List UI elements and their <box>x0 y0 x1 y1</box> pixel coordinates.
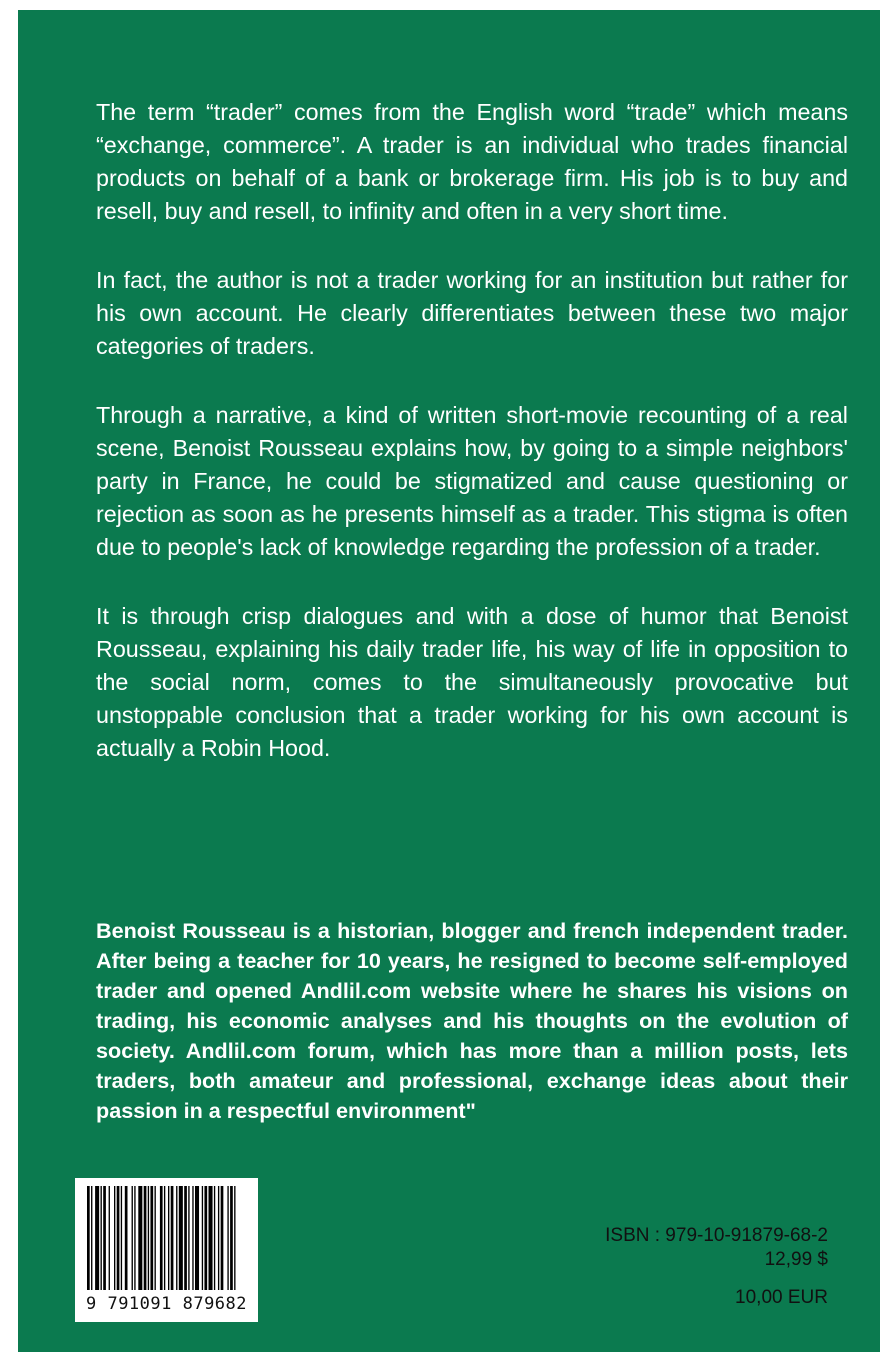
blurb-paragraph-1: The term “trader” comes from the English word “trade” which means “exchange, commerce”. A trader is an individual who trades financial products on behalf of a bank or brokerage firm. His job is to buy and resell, buy and resell, to infinity and often in a very short time. <box>96 99 848 224</box>
barcode-bar <box>101 1186 102 1290</box>
barcode-bar <box>179 1186 183 1290</box>
barcode-bar <box>134 1186 135 1290</box>
barcode-bar <box>144 1186 147 1290</box>
barcode-bar <box>91 1186 92 1290</box>
barcode-bar <box>95 1186 99 1290</box>
barcode-bar <box>204 1186 207 1290</box>
barcode-bar <box>114 1186 115 1290</box>
barcode-bar <box>103 1186 106 1290</box>
barcode-number: 9 791091 879682 <box>85 1294 248 1314</box>
barcode-bar <box>168 1186 169 1290</box>
barcode-bar <box>132 1186 133 1290</box>
barcode-bar <box>214 1186 215 1290</box>
barcode-bar <box>138 1186 142 1290</box>
price-usd: 12,99 $ <box>764 1249 828 1270</box>
barcode-bar <box>164 1186 165 1290</box>
barcode-bar <box>150 1186 153 1290</box>
barcode-bar <box>171 1186 174 1290</box>
barcode-bar <box>87 1186 90 1290</box>
barcode-bar <box>148 1186 149 1290</box>
barcode-bar <box>117 1186 120 1290</box>
blurb-paragraph-4: It is through crisp dialogues and with a dose of humor that Benoist Rousseau, explaining his daily trader life, his way of life in opposition to the social norm, comes to the simultaneously provocative but unstoppable conclusion that a trader working for his own account is actually a Robin Hood. <box>96 603 848 761</box>
author-bio: Benoist Rousseau is a historian, blogger and french independent trader. After being a teacher for 10 years, he resigned to become self-employed trader and opened Andlil.com website where he shares his visions on trading, his economic analyses and his thoughts on the evolution of society. Andlil.com forum, which has more than a million posts, lets traders, both amateur and professional, exchange ideas about their passion in a respectful environment" <box>96 918 848 1123</box>
price-eur: 10,00 EUR <box>735 1287 828 1308</box>
isbn-label: ISBN : 979-10-91879-68-2 <box>605 1225 828 1246</box>
barcode-bar <box>230 1186 233 1290</box>
barcode-bar <box>192 1186 193 1290</box>
book-blurb <box>96 96 848 801</box>
barcode-bar <box>234 1186 235 1290</box>
barcode-bar <box>227 1186 228 1290</box>
barcode-bars <box>75 1178 258 1296</box>
barcode-bar <box>195 1186 199 1290</box>
barcode-bar <box>221 1186 224 1290</box>
barcode-bar <box>202 1186 203 1290</box>
barcode-bar <box>176 1186 177 1290</box>
blurb-paragraph-3: Through a narrative, a kind of written short-movie recounting of a real scene, Benoist Rousseau explains how, by going to a simple neighbors' party in France, he could be stigmatized and cause questioning or rejection as soon as he presents himself as a trader. This stigma is often due to people's lack of knowledge regarding the profession of a trader. <box>96 402 848 560</box>
barcode-bar <box>184 1186 187 1290</box>
barcode-bar <box>121 1186 122 1290</box>
barcode-bar <box>160 1186 163 1290</box>
barcode-bar <box>218 1186 219 1290</box>
barcode-bar <box>155 1186 156 1290</box>
barcode-bar <box>209 1186 213 1290</box>
isbn-barcode <box>75 1178 258 1322</box>
barcode-bar <box>188 1186 189 1290</box>
blurb-paragraph-2: In fact, the author is not a trader working for an institution but rather for his own account. He clearly differentiates between these two major categories of traders. <box>96 267 848 359</box>
back-cover <box>18 10 880 1352</box>
barcode-bar <box>125 1186 128 1290</box>
price-block <box>508 1224 828 1310</box>
barcode-bar <box>109 1186 110 1290</box>
